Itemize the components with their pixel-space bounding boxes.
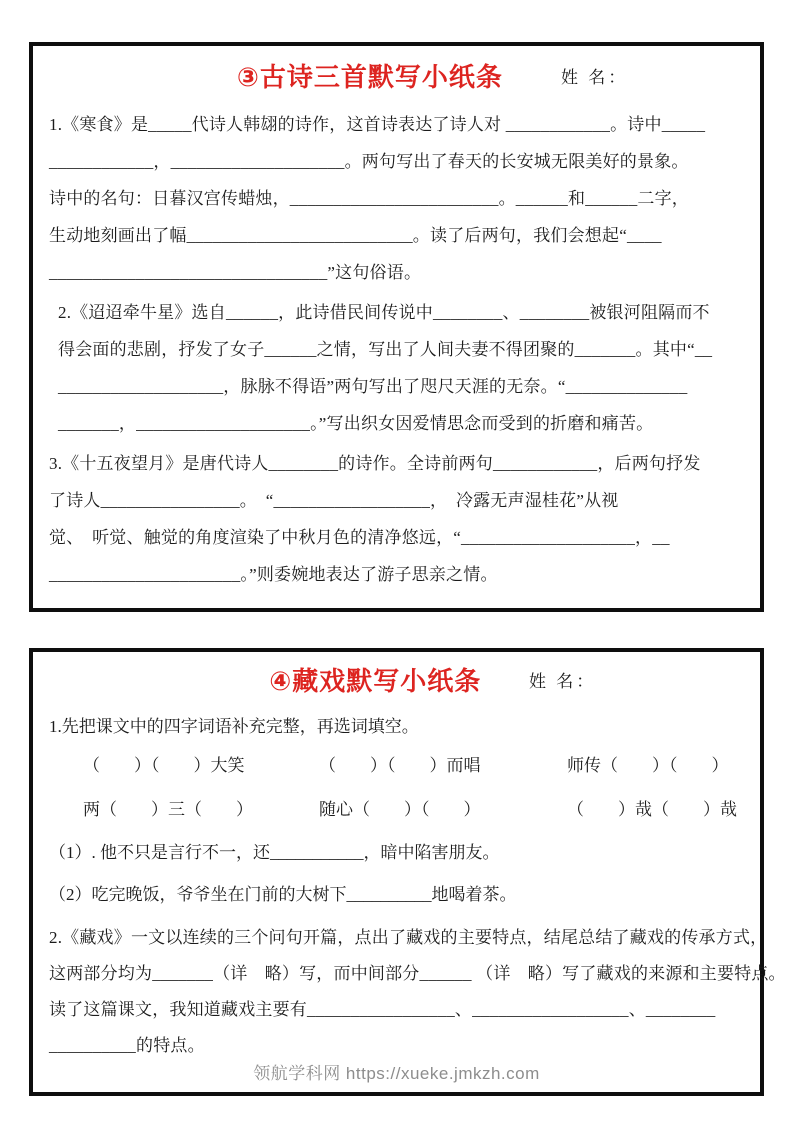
site-watermark: 领航学科网 https://xueke.jmkzh.com bbox=[253, 1064, 540, 1083]
question-line: ____________，____________________。两句写出了春天的长安城无限美好的景象。 bbox=[49, 152, 689, 171]
question-line: 2.《迢迢牵牛星》选自______，此诗借民间传说中________、________被银河阻隔而不 bbox=[58, 303, 710, 322]
question-line: 2.《藏戏》一文以连续的三个问句开篇，点出了藏戏的主要特点，结尾总结了藏戏的传承方式， bbox=[49, 928, 768, 947]
word-fill-row bbox=[49, 788, 744, 832]
word-fill-row bbox=[49, 744, 744, 788]
question-line: __________的特点。 bbox=[49, 1036, 205, 1055]
word-fill-instruction: 1.先把课文中的四字词语补充完整，再选词填空。 bbox=[49, 717, 419, 736]
question-shiwuye bbox=[49, 445, 744, 593]
poems-section-title: ③古诗三首默写小纸条 bbox=[236, 62, 503, 92]
opera-dictation-box bbox=[29, 648, 786, 1096]
poems-name-label: 姓 名： bbox=[561, 68, 629, 87]
opera-section-title: ④藏戏默写小纸条 bbox=[269, 666, 482, 696]
opera-name-label: 姓 名： bbox=[529, 672, 597, 691]
poems-dictation-box bbox=[29, 42, 764, 612]
question-line: 读了这篇课文，我知道藏戏主要有_________________、__________________、________ bbox=[49, 1000, 716, 1019]
opera-title-row bbox=[49, 662, 744, 700]
question-line: 1.《寒食》是_____代诗人韩翃的诗作，这首诗表达了诗人对 ____________。诗中_____ bbox=[49, 115, 706, 134]
question-line: ___________________，脉脉不得语”两句写出了咫尺天涯的无奈。“______________ bbox=[58, 377, 688, 396]
question-line: 这两部分均为_______（详 略）写，而中间部分______ （详 略）写了藏戏的来源和主要特点。 bbox=[49, 964, 786, 983]
word-blank-cell: 师传（ ）（ ） bbox=[567, 756, 729, 775]
question-zangxi bbox=[49, 920, 786, 1064]
poems-title-row bbox=[49, 58, 744, 96]
question-line: 了诗人________________。 “__________________， 冷露无声湿桂花”从视 bbox=[49, 491, 619, 510]
question-line: _______，____________________。”写出织女因爱情思念而受到的折磨和痛苦。 bbox=[58, 414, 654, 433]
question-line: ______________________。”则委婉地表达了游子思亲之情。 bbox=[49, 565, 498, 584]
word-blank-cell: （ ）（ ）大笑 bbox=[83, 756, 245, 775]
question-line: 诗中的名句：日暮汉宫传蜡烛，________________________。______和______二字， bbox=[49, 189, 689, 208]
question-line: 得会面的悲剧，抒发了女子______之情，写出了人间夫妻不得团聚的_______。其中“__ bbox=[58, 340, 713, 359]
question-line: 生动地刻画出了幅__________________________。读了后两句，我们会想起“____ bbox=[49, 226, 662, 245]
fill-in-sentence-2: （2）吃完晚饭，爷爷坐在门前的大树下__________地喝着茶。 bbox=[49, 885, 517, 904]
fill-in-sentence-1: （1）. 他不只是言行不一，还___________，暗中陷害朋友。 bbox=[49, 843, 500, 862]
word-blank-cell: （ ）哉（ ）哉 bbox=[567, 800, 737, 819]
question-line: 3.《十五夜望月》是唐代诗人________的诗作。全诗前两句____________，后两句抒发 bbox=[49, 454, 701, 473]
question-line: ________________________________”这句俗语。 bbox=[49, 263, 422, 282]
word-blank-cell: 随心（ ）（ ） bbox=[319, 800, 481, 819]
question-line: 觉、 听觉、触觉的角度渲染了中秋月色的清净悠远，“____________________，__ bbox=[49, 528, 670, 547]
word-blank-cell: （ ）（ ）而唱 bbox=[319, 756, 481, 775]
question-tiaotiao bbox=[49, 294, 744, 442]
question-hanshi bbox=[49, 106, 744, 291]
word-blank-cell: 两（ ）三（ ） bbox=[83, 800, 253, 819]
